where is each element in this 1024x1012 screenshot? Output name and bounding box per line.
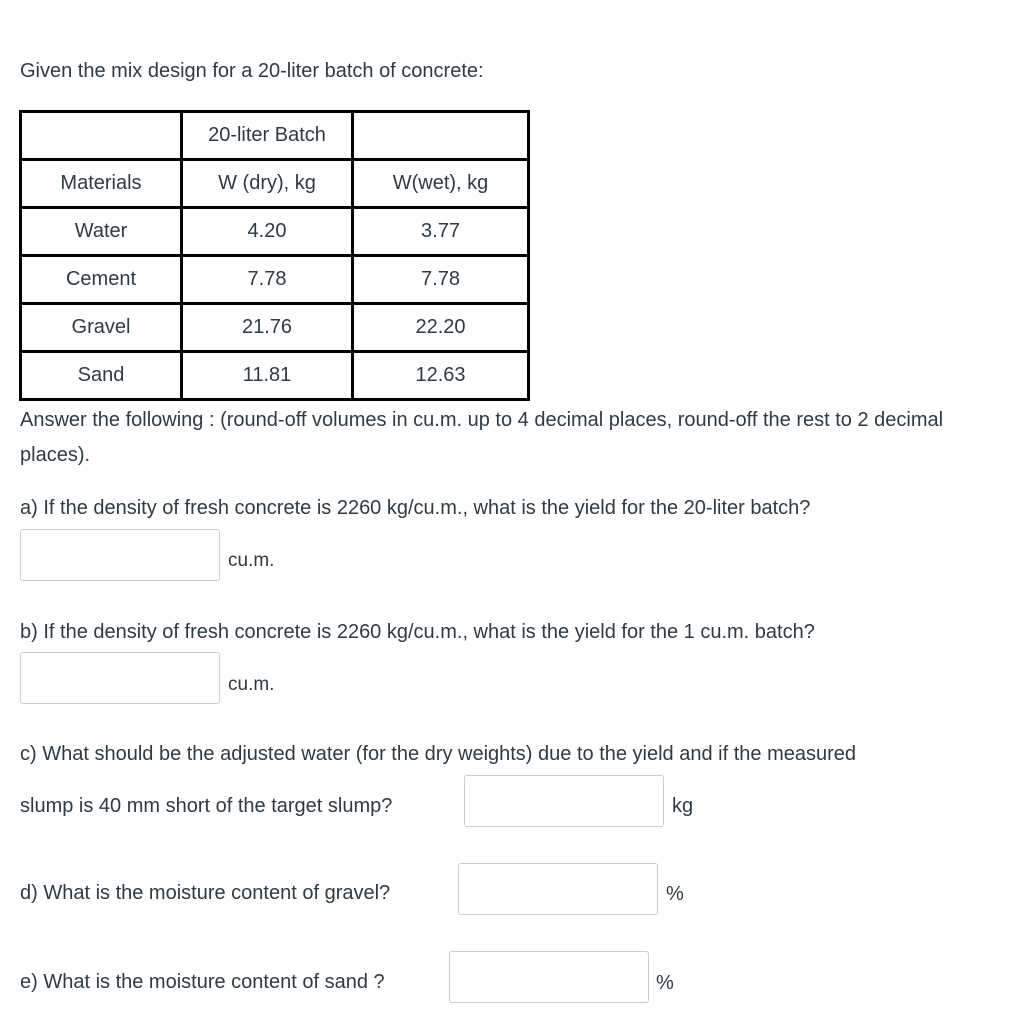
table-row [21,256,529,304]
table-cell: 3.77 [353,208,529,256]
table-cell: Water [21,208,182,256]
answer-c-unit: kg [672,795,694,817]
question-e-text: e) What is the moisture content of sand ? [20,971,385,993]
answer-e-input[interactable] [449,951,649,1003]
table-cell: Gravel [21,304,182,352]
answer-d-unit: % [666,883,684,905]
table-cell: 21.76 [182,304,353,352]
table-cell: 12.63 [353,352,529,400]
table-header-row [21,160,529,208]
table-cell: 7.78 [353,256,529,304]
question-b-text: b) If the density of fresh concrete is 2260 kg/cu.m., what is the yield for the 1 cu.m. batch? [20,621,815,643]
question-d-text: d) What is the moisture content of gravel? [20,882,391,904]
question-a-text: a) If the density of fresh concrete is 2260 kg/cu.m., what is the yield for the 20-liter batch? [20,497,811,519]
table-header-cell [21,112,182,160]
answer-c-input[interactable] [464,775,664,827]
table-cell: 4.20 [182,208,353,256]
question-c-text-line2: slump is 40 mm short of the target slump? [20,795,393,817]
answer-e-unit: % [656,972,674,994]
answer-a-unit: cu.m. [228,550,275,571]
table-row [21,208,529,256]
table-cell: 11.81 [182,352,353,400]
table-header-cell [353,112,529,160]
answer-a-input[interactable] [20,529,220,581]
mix-design-table [19,110,530,401]
question-c-text-line1: c) What should be the adjusted water (for the dry weights) due to the yield and if the measured [20,743,857,765]
table-row [21,304,529,352]
table-header-cell: W(wet), kg [353,160,529,208]
table-header-cell: W (dry), kg [182,160,353,208]
table-row [21,352,529,400]
answer-b-unit: cu.m. [228,674,275,695]
answer-d-input[interactable] [458,863,658,915]
instructions-text: Answer the following : (round-off volumes in cu.m. up to 4 decimal places, round-off the rest to 2 decimal places). [20,409,944,466]
table-cell: 7.78 [182,256,353,304]
table-cell: 22.20 [353,304,529,352]
table-cell: Sand [21,352,182,400]
table-header-cell: Materials [21,160,182,208]
intro-text: Given the mix design for a 20-liter batch of concrete: [20,60,484,82]
table-header-cell: 20-liter Batch [182,112,353,160]
table-header-top-row [21,112,529,160]
table-cell: Cement [21,256,182,304]
answer-b-input[interactable] [20,652,220,704]
